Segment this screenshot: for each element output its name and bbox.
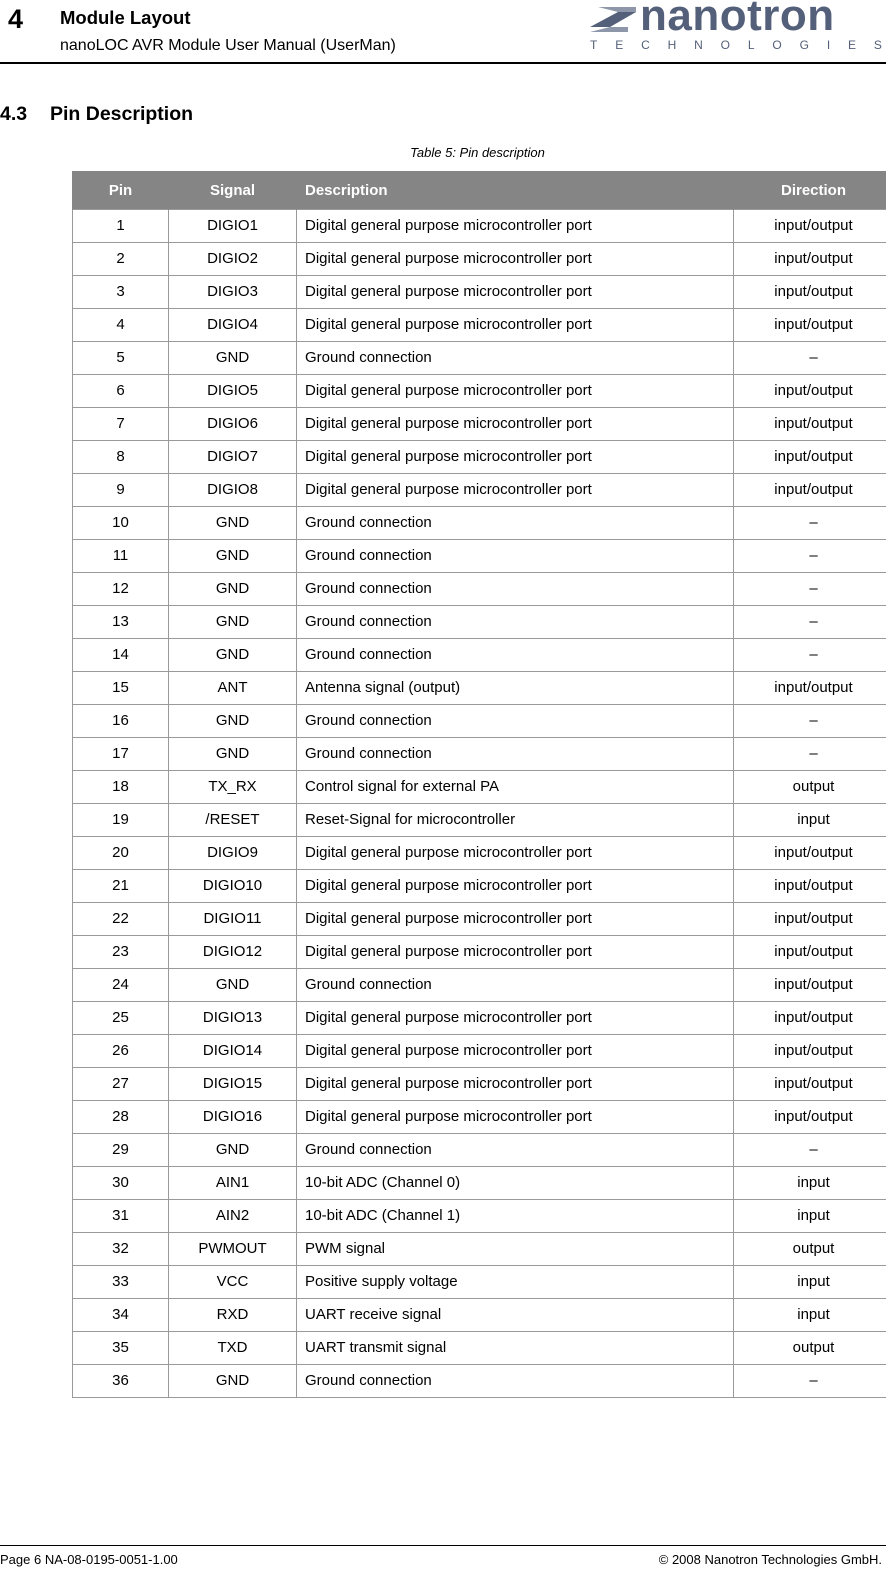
pin-cell: 5 [73, 342, 169, 375]
signal-cell: TXD [169, 1332, 297, 1365]
signal-cell: RXD [169, 1299, 297, 1332]
table-row [73, 639, 886, 672]
table-row [73, 1266, 886, 1299]
table-row [73, 1233, 886, 1266]
description-cell: Digital general purpose microcontroller port [297, 276, 734, 309]
table-header-row [73, 171, 886, 210]
signal-cell: DIGIO12 [169, 936, 297, 969]
table-row [73, 870, 886, 903]
table-row [73, 1068, 886, 1101]
description-cell: Digital general purpose microcontroller port [297, 1068, 734, 1101]
footer-page-info: Page 6 NA-08-0195-0051-1.00 [0, 1552, 178, 1567]
signal-cell: GND [169, 738, 297, 771]
description-cell: UART receive signal [297, 1299, 734, 1332]
signal-cell: TX_RX [169, 771, 297, 804]
description-cell: Digital general purpose microcontroller port [297, 210, 734, 243]
pin-cell: 33 [73, 1266, 169, 1299]
pin-cell: 4 [73, 309, 169, 342]
pin-cell: 9 [73, 474, 169, 507]
table-row [73, 1332, 886, 1365]
table-row [73, 672, 886, 705]
description-cell: Digital general purpose microcontroller port [297, 243, 734, 276]
pin-cell: 29 [73, 1134, 169, 1167]
column-header-pin: Pin [73, 171, 169, 210]
document-subtitle: nanoLOC AVR Module User Manual (UserMan) [60, 37, 396, 54]
description-cell: Digital general purpose microcontroller port [297, 1101, 734, 1134]
description-cell: Ground connection [297, 573, 734, 606]
direction-cell: – [734, 540, 886, 573]
direction-cell: input/output [734, 969, 886, 1002]
signal-cell: DIGIO10 [169, 870, 297, 903]
section-title: Pin Description [50, 103, 194, 125]
chapter-title: Module Layout [60, 7, 191, 28]
chapter-number: 4 [8, 4, 24, 34]
pin-cell: 11 [73, 540, 169, 573]
signal-cell: AIN2 [169, 1200, 297, 1233]
table-row [73, 441, 886, 474]
table-row [73, 936, 886, 969]
pin-cell: 2 [73, 243, 169, 276]
pin-cell: 16 [73, 705, 169, 738]
description-cell: Ground connection [297, 738, 734, 771]
table-row [73, 375, 886, 408]
table-row [73, 606, 886, 639]
description-cell: Digital general purpose microcontroller port [297, 837, 734, 870]
direction-cell: – [734, 1134, 886, 1167]
direction-cell: input [734, 1266, 886, 1299]
signal-cell: DIGIO16 [169, 1101, 297, 1134]
table-row [73, 573, 886, 606]
table-row [73, 837, 886, 870]
table-row [73, 1035, 886, 1068]
pin-cell: 6 [73, 375, 169, 408]
signal-cell: GND [169, 969, 297, 1002]
logo-tagline-letter: E [615, 38, 624, 52]
logo-mark-icon [588, 7, 638, 33]
table-row [73, 705, 886, 738]
direction-cell: input/output [734, 408, 886, 441]
description-cell: 10-bit ADC (Channel 1) [297, 1200, 734, 1233]
pin-cell: 28 [73, 1101, 169, 1134]
description-cell: Positive supply voltage [297, 1266, 734, 1299]
direction-cell: input/output [734, 243, 886, 276]
direction-cell: – [734, 738, 886, 771]
pin-cell: 14 [73, 639, 169, 672]
description-cell: Ground connection [297, 639, 734, 672]
signal-cell: DIGIO13 [169, 1002, 297, 1035]
signal-cell: DIGIO6 [169, 408, 297, 441]
direction-cell: input/output [734, 1068, 886, 1101]
direction-cell: input/output [734, 837, 886, 870]
pin-cell: 27 [73, 1068, 169, 1101]
pin-cell: 15 [73, 672, 169, 705]
table-row [73, 540, 886, 573]
table-row [73, 1002, 886, 1035]
signal-cell: DIGIO2 [169, 243, 297, 276]
logo-tagline-letter: N [694, 38, 703, 52]
signal-cell: GND [169, 540, 297, 573]
description-cell: Reset-Signal for microcontroller [297, 804, 734, 837]
signal-cell: DIGIO7 [169, 441, 297, 474]
column-header-signal: Signal [169, 171, 297, 210]
direction-cell: input/output [734, 210, 886, 243]
signal-cell: AIN1 [169, 1167, 297, 1200]
table-row [73, 771, 886, 804]
logo-tagline-letter: O [720, 38, 731, 52]
direction-cell: – [734, 705, 886, 738]
logo-tagline-letter: I [826, 38, 831, 52]
table-row [73, 309, 886, 342]
section-number: 4.3 [0, 103, 28, 125]
footer-divider [0, 1545, 886, 1546]
pin-cell: 10 [73, 507, 169, 540]
table-row [73, 1299, 886, 1332]
logo-tagline-letter: L [747, 38, 755, 52]
description-cell: Ground connection [297, 342, 734, 375]
pin-cell: 26 [73, 1035, 169, 1068]
description-cell: Digital general purpose microcontroller port [297, 309, 734, 342]
direction-cell: input [734, 1299, 886, 1332]
signal-cell: GND [169, 639, 297, 672]
table-body [73, 210, 886, 1398]
column-header-direction: Direction [734, 171, 886, 210]
pin-cell: 32 [73, 1233, 169, 1266]
description-cell: Ground connection [297, 1134, 734, 1167]
pin-cell: 35 [73, 1332, 169, 1365]
signal-cell: GND [169, 507, 297, 540]
direction-cell: – [734, 1365, 886, 1398]
pin-cell: 18 [73, 771, 169, 804]
pin-cell: 22 [73, 903, 169, 936]
column-header-description: Description [297, 171, 734, 210]
logo-tagline-letter: E [848, 38, 857, 52]
description-cell: PWM signal [297, 1233, 734, 1266]
direction-cell: input/output [734, 870, 886, 903]
signal-cell: DIGIO1 [169, 210, 297, 243]
section-heading [0, 102, 193, 126]
description-cell: Digital general purpose microcontroller port [297, 903, 734, 936]
direction-cell: output [734, 771, 886, 804]
pin-cell: 31 [73, 1200, 169, 1233]
pin-cell: 17 [73, 738, 169, 771]
description-cell: Ground connection [297, 1365, 734, 1398]
footer-copyright: © 2008 Nanotron Technologies GmbH. [658, 1552, 882, 1567]
description-cell: Ground connection [297, 705, 734, 738]
pin-cell: 24 [73, 969, 169, 1002]
description-cell: Digital general purpose microcontroller port [297, 474, 734, 507]
logo-tagline-letter: T [590, 38, 598, 52]
signal-cell: DIGIO3 [169, 276, 297, 309]
signal-cell: VCC [169, 1266, 297, 1299]
description-cell: Digital general purpose microcontroller port [297, 1035, 734, 1068]
signal-cell: GND [169, 705, 297, 738]
signal-cell: GND [169, 1365, 297, 1398]
table-row [73, 408, 886, 441]
direction-cell: – [734, 606, 886, 639]
description-cell: Ground connection [297, 540, 734, 573]
description-cell: Digital general purpose microcontroller port [297, 408, 734, 441]
logo-wordmark: nanotron [640, 0, 835, 40]
description-cell: Digital general purpose microcontroller port [297, 1002, 734, 1035]
direction-cell: input/output [734, 672, 886, 705]
signal-cell: DIGIO11 [169, 903, 297, 936]
direction-cell: input/output [734, 936, 886, 969]
logo-tagline [590, 37, 882, 53]
pin-cell: 21 [73, 870, 169, 903]
table-row [73, 276, 886, 309]
direction-cell: input [734, 1167, 886, 1200]
description-cell: Digital general purpose microcontroller port [297, 870, 734, 903]
pin-cell: 8 [73, 441, 169, 474]
pin-description-table [72, 171, 886, 1398]
description-cell: Ground connection [297, 969, 734, 1002]
table-row [73, 804, 886, 837]
signal-cell: DIGIO15 [169, 1068, 297, 1101]
logo-tagline-letter: C [641, 38, 650, 52]
direction-cell: output [734, 1332, 886, 1365]
pin-cell: 30 [73, 1167, 169, 1200]
table-row [73, 903, 886, 936]
direction-cell: input/output [734, 1002, 886, 1035]
signal-cell: GND [169, 573, 297, 606]
description-cell: Digital general purpose microcontroller port [297, 936, 734, 969]
direction-cell: input/output [734, 309, 886, 342]
signal-cell: /RESET [169, 804, 297, 837]
direction-cell: input/output [734, 474, 886, 507]
description-cell: UART transmit signal [297, 1332, 734, 1365]
logo-tagline-letter: G [799, 38, 809, 52]
signal-cell: DIGIO9 [169, 837, 297, 870]
pin-cell: 34 [73, 1299, 169, 1332]
description-cell: Antenna signal (output) [297, 672, 734, 705]
table-row [73, 210, 886, 243]
table-row [73, 507, 886, 540]
table-row [73, 1167, 886, 1200]
signal-cell: ANT [169, 672, 297, 705]
table-row [73, 1101, 886, 1134]
direction-cell: – [734, 573, 886, 606]
pin-cell: 20 [73, 837, 169, 870]
pin-cell: 7 [73, 408, 169, 441]
pin-cell: 25 [73, 1002, 169, 1035]
direction-cell: input/output [734, 903, 886, 936]
signal-cell: DIGIO5 [169, 375, 297, 408]
description-cell: 10-bit ADC (Channel 0) [297, 1167, 734, 1200]
description-cell: Control signal for external PA [297, 771, 734, 804]
header-divider [0, 62, 886, 64]
pin-cell: 12 [73, 573, 169, 606]
table-caption: Table 5: Pin description [410, 145, 545, 160]
direction-cell: output [734, 1233, 886, 1266]
table-row [73, 243, 886, 276]
table-row [73, 342, 886, 375]
direction-cell: – [734, 507, 886, 540]
pin-cell: 3 [73, 276, 169, 309]
signal-cell: GND [169, 342, 297, 375]
table-row [73, 474, 886, 507]
table-row [73, 969, 886, 1002]
pin-cell: 13 [73, 606, 169, 639]
signal-cell: DIGIO4 [169, 309, 297, 342]
logo-tagline-letter: H [667, 38, 677, 52]
direction-cell: input/output [734, 276, 886, 309]
signal-cell: GND [169, 1134, 297, 1167]
table-row [73, 738, 886, 771]
nanotron-logo [586, 0, 882, 55]
table-row [73, 1200, 886, 1233]
pin-cell: 1 [73, 210, 169, 243]
direction-cell: – [734, 639, 886, 672]
direction-cell: input/output [734, 441, 886, 474]
direction-cell: input/output [734, 1035, 886, 1068]
pin-cell: 36 [73, 1365, 169, 1398]
pin-cell: 19 [73, 804, 169, 837]
direction-cell: input/output [734, 375, 886, 408]
signal-cell: GND [169, 606, 297, 639]
pin-cell: 23 [73, 936, 169, 969]
table-row [73, 1134, 886, 1167]
description-cell: Ground connection [297, 606, 734, 639]
logo-tagline-letter: S [873, 38, 882, 52]
signal-cell: DIGIO14 [169, 1035, 297, 1068]
description-cell: Digital general purpose microcontroller port [297, 441, 734, 474]
description-cell: Digital general purpose microcontroller port [297, 375, 734, 408]
signal-cell: DIGIO8 [169, 474, 297, 507]
logo-tagline-letter: O [772, 38, 782, 52]
table-row [73, 1365, 886, 1398]
direction-cell: input/output [734, 1101, 886, 1134]
direction-cell: input [734, 804, 886, 837]
description-cell: Ground connection [297, 507, 734, 540]
direction-cell: input [734, 1200, 886, 1233]
signal-cell: PWMOUT [169, 1233, 297, 1266]
direction-cell: – [734, 342, 886, 375]
